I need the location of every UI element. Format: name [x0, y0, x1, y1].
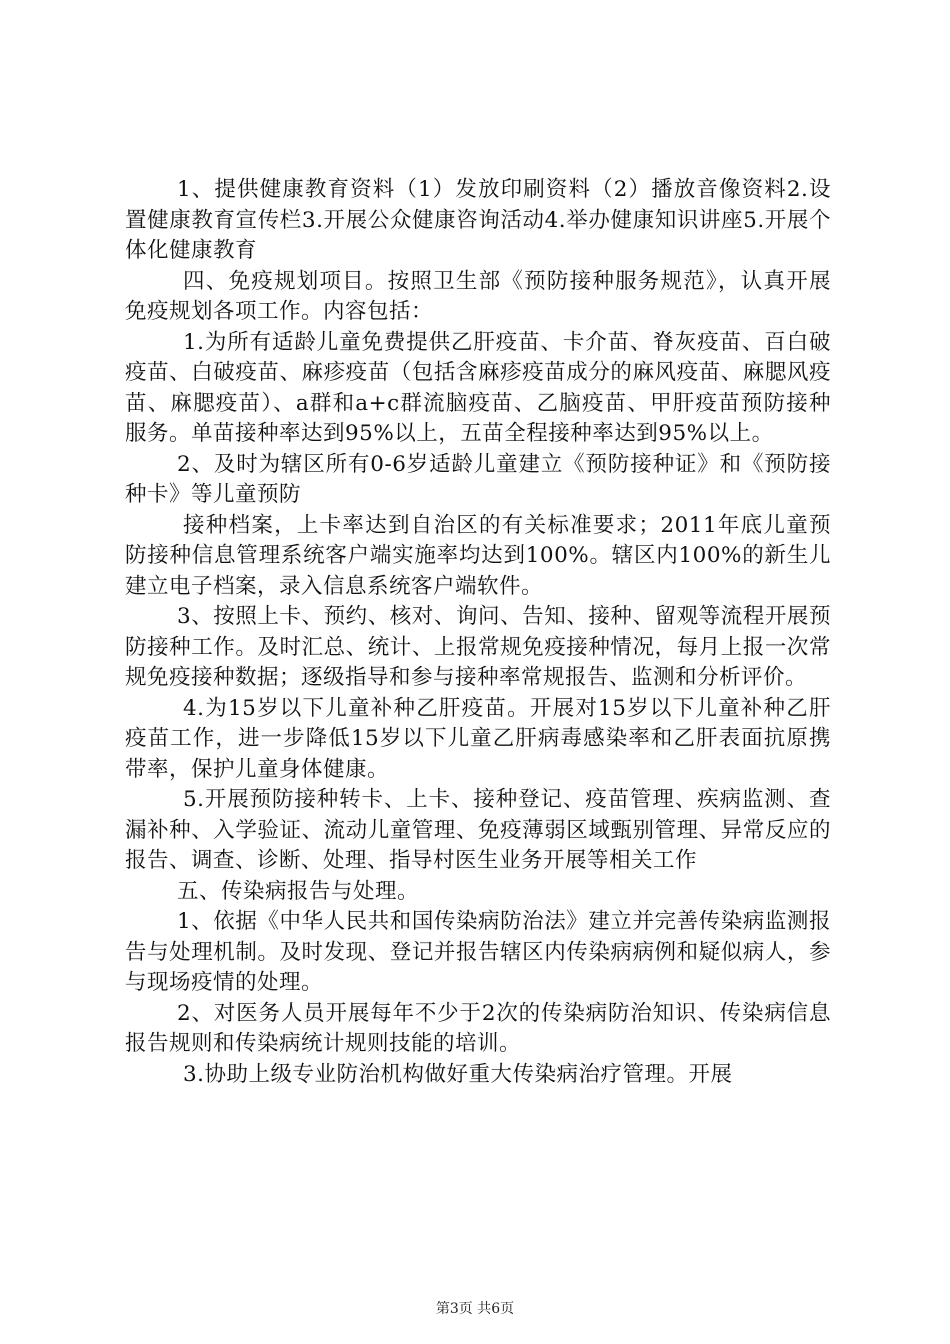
paragraph-vaccination-workflow: 3、按照上卡、预约、核对、询问、告知、接种、留观等流程开展预防接种工作。及时汇总、统计、上报常规免疫接种情况，每月上报一次常规免疫接种数据；逐级指导和参与接种率常规报告、监测和分析评价。 [125, 604, 831, 690]
page-number-footer: 第3页 共6页 [435, 1301, 515, 1317]
paragraph-vaccination-archives: 接种档案，上卡率达到自治区的有关标准要求；2011年底儿童预防接种信息管理系统客户端实施率均达到100%。辖区内100%的新生儿建立电子档案，录入信息系统客户端软件。 [125, 512, 831, 599]
paragraph-immunization-heading: 四、免疫规划项目。按照卫生部《预防接种服务规范》，认真开展免疫规划各项工作。内容包括： [125, 268, 831, 324]
paragraph-related-work: 5.开展预防接种转卡、上卡、接种登记、疫苗管理、疾病监测、查漏补种、入学验证、流动儿童管理、免疫薄弱区域甄别管理、异常反应的报告、调查、诊断、处理、指导村医生业务开展等相关工作 [125, 787, 831, 873]
paragraph-infectious-disease-heading: 五、传染病报告与处理。 [177, 878, 420, 904]
document-body [125, 175, 831, 1090]
paragraph-hepatitis-b-catchup: 4.为15岁以下儿童补种乙肝疫苗。开展对15岁以下儿童补种乙肝疫苗工作，进一步降低15岁以下儿童乙肝病毒感染率和乙肝表面抗原携带率，保护儿童身体健康。 [125, 695, 831, 782]
paragraph-staff-training: 2、对医务人员开展每年不少于2次的传染病防治知识、传染病信息报告规则和传染病统计规则技能的培训。 [125, 1000, 831, 1056]
paragraph-infectious-disease-law: 1、依据《中华人民共和国传染病防治法》建立并完善传染病监测报告与处理机制。及时发现、登记并报告辖区内传染病病例和疑似病人，参与现场疫情的处理。 [125, 909, 831, 995]
paragraph-health-education-materials: 1、提供健康教育资料（1）发放印刷资料（2）播放音像资料2.设置健康教育宣传栏3.开展公众健康咨询活动4.举办健康知识讲座5.开展个体化健康教育 [125, 177, 831, 263]
paragraph-free-vaccines: 1.为所有适龄儿童免费提供乙肝疫苗、卡介苗、脊灰疫苗、百白破疫苗、白破疫苗、麻疹疫苗（包括含麻疹疫苗成分的麻风疫苗、麻腮风疫苗、麻腮疫苗）、a群和a+c群流脑疫苗、乙脑疫苗、甲肝疫苗预防接种服务。单苗接种率达到95%以上，五苗全程接种率达到95%以上。 [125, 329, 831, 446]
paragraph-vaccination-records: 2、及时为辖区所有0-6岁适龄儿童建立《预防接种证》和《预防接种卡》等儿童预防 [125, 451, 831, 507]
paragraph-major-disease-management: 3.协助上级专业防治机构做好重大传染病治疗管理。开展 [183, 1061, 733, 1087]
